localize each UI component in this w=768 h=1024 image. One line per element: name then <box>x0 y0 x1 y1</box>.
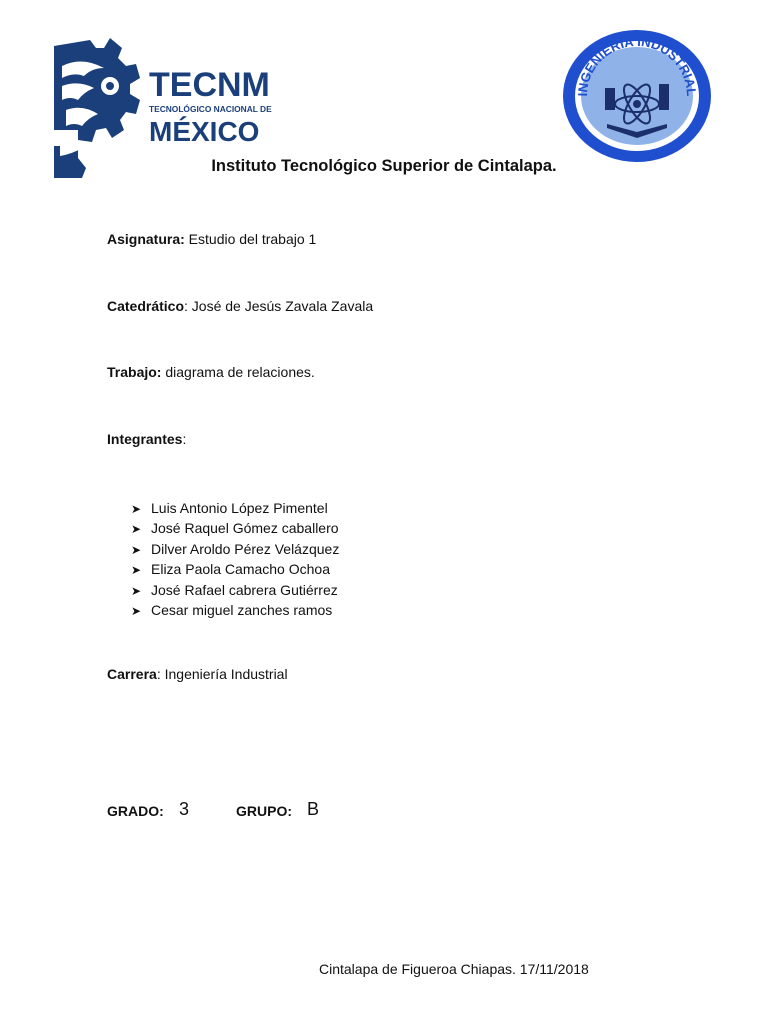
carrera-field <box>107 666 288 682</box>
trabajo-value: diagrama de relaciones. <box>161 364 315 380</box>
arrow-bullet-icon: ➤ <box>131 583 142 598</box>
member-name: José Raquel Gómez caballero <box>151 520 339 537</box>
arrow-bullet-icon: ➤ <box>131 603 142 618</box>
trabajo-field <box>107 364 315 380</box>
tecnm-mexico: MÉXICO <box>149 116 260 147</box>
member-name: José Rafael cabrera Gutiérrez <box>151 581 338 598</box>
integrantes-colon: : <box>182 431 187 447</box>
list-item <box>131 559 339 579</box>
arrow-bullet-icon: ➤ <box>131 522 142 537</box>
member-name: Dilver Aroldo Pérez Velázquez <box>151 540 340 557</box>
grupo-value: B <box>307 799 320 819</box>
grado-grupo-row <box>107 799 347 823</box>
integrantes-label: Integrantes <box>107 431 183 447</box>
ing-ring-text: INGENIERÍA INDUSTRIAL <box>574 33 700 97</box>
ingenieria-industrial-logo <box>561 28 713 164</box>
arrow-bullet-icon: ➤ <box>131 502 142 516</box>
member-name: Cesar miguel zanches ramos <box>151 601 333 618</box>
asignatura-label: Asignatura: <box>107 231 185 247</box>
member-name: Eliza Paola Camacho Ochoa <box>151 561 330 578</box>
member-name: Luis Antonio López Pimentel <box>151 500 328 516</box>
carrera-value: : Ingeniería Industrial <box>156 666 288 682</box>
catedratico-field <box>107 298 373 314</box>
arrow-bullet-icon: ➤ <box>131 563 142 578</box>
asignatura-value: Estudio del trabajo 1 <box>184 231 317 247</box>
integrantes-field <box>107 431 186 447</box>
grupo-label: GRUPO: <box>236 803 292 819</box>
place-and-date: Cintalapa de Figueroa Chiapas. 17/11/2018 <box>319 961 589 977</box>
catedratico-label: Catedrático <box>107 298 185 314</box>
asignatura-field <box>107 231 316 247</box>
tecnm-wordmark: TECNM <box>149 66 270 104</box>
carrera-label: Carrera <box>107 666 157 682</box>
list-item <box>131 600 339 620</box>
trabajo-label: Trabajo: <box>107 364 162 380</box>
grado-value: 3 <box>179 799 190 819</box>
arrow-bullet-icon: ➤ <box>131 542 142 557</box>
catedratico-value: : José de Jesús Zavala Zavala <box>184 298 374 314</box>
list-item <box>131 580 339 600</box>
list-item <box>131 539 339 559</box>
members-list <box>131 498 339 620</box>
list-item <box>131 498 339 518</box>
list-item <box>131 518 339 538</box>
grado-label: GRADO: <box>107 803 164 819</box>
tecnm-subtitle: TECNOLÓGICO NACIONAL DE <box>149 104 272 114</box>
institution-title: Instituto Tecnológico Superior de Cintalapa. <box>211 157 557 175</box>
